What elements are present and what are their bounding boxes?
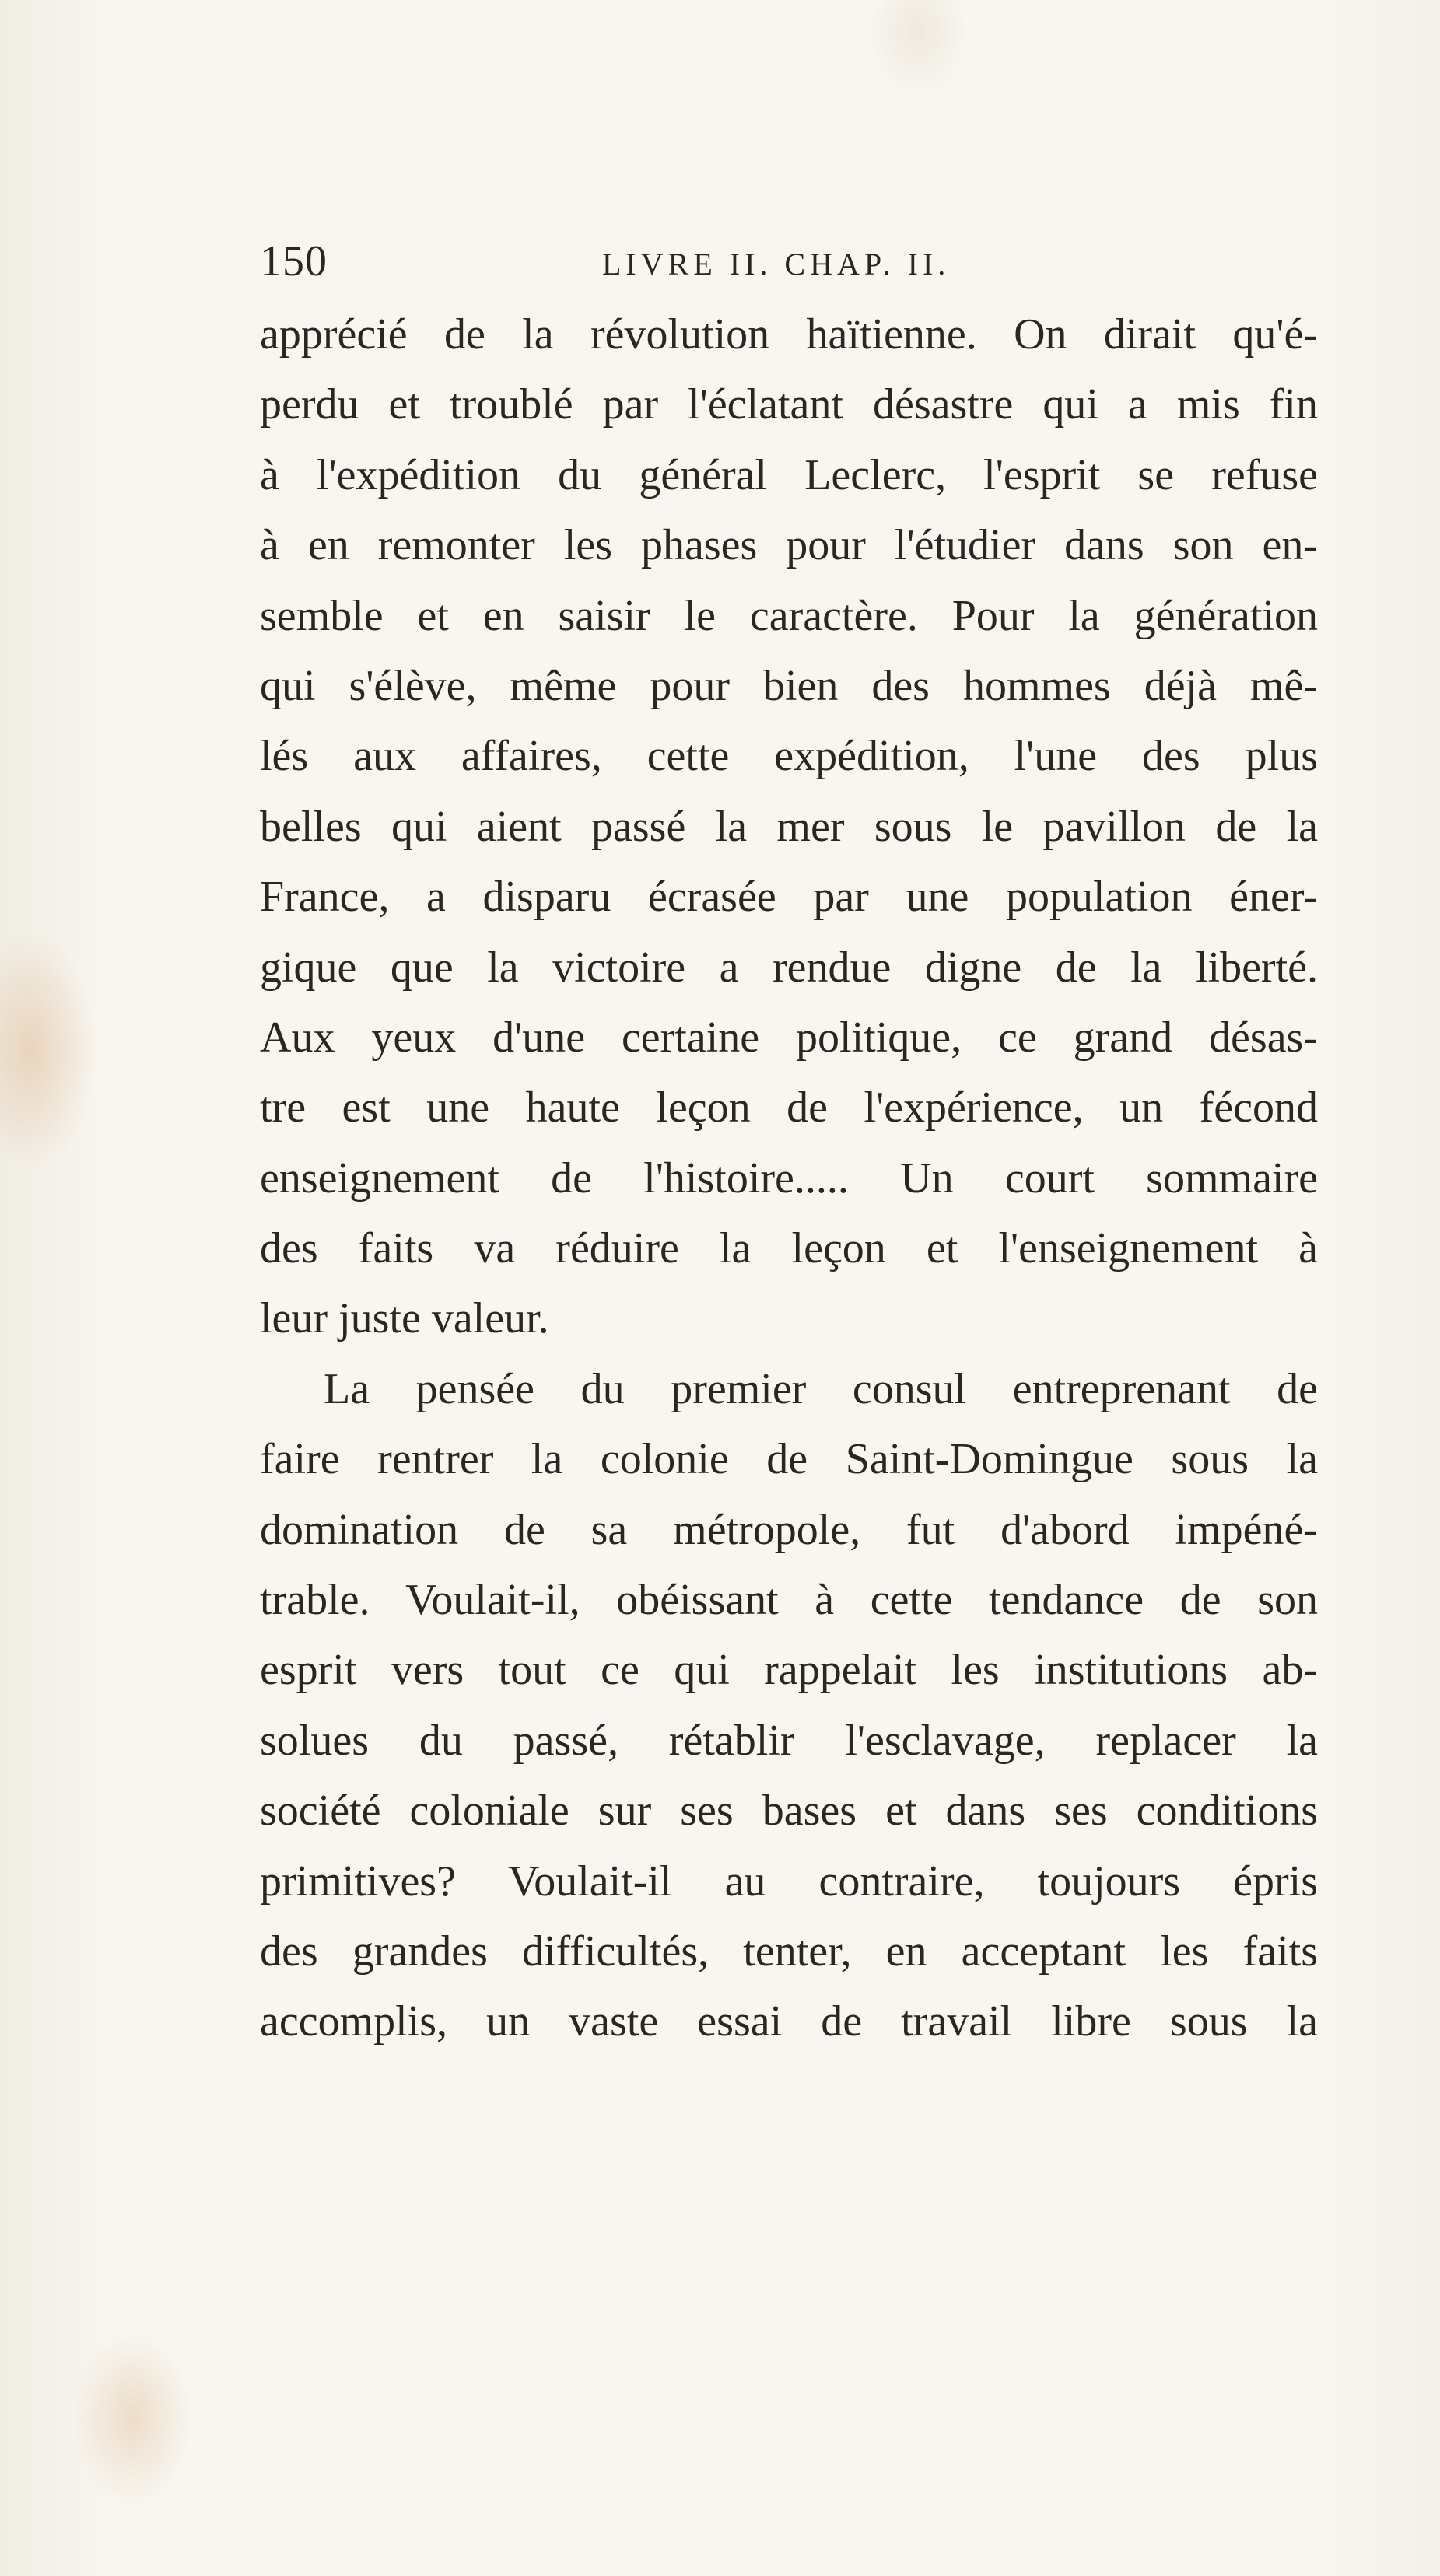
text-line: perdu et troublé par l'éclatant désastre qui a mis fin bbox=[260, 380, 1318, 429]
text-line: des grandes difficultés, tenter, en acceptant les faits bbox=[260, 1927, 1318, 1976]
page-header bbox=[260, 233, 1318, 296]
text-line: Aux yeux d'une certaine politique, ce grand désas- bbox=[260, 1013, 1318, 1062]
text-line: domination de sa métropole, fut d'abord impéné- bbox=[260, 1505, 1318, 1554]
text-line: trable. Voulait-il, obéissant à cette tendance de son bbox=[260, 1576, 1318, 1625]
text-line: lés aux affaires, cette expédition, l'une des plus bbox=[260, 732, 1318, 781]
text-line: gique que la victoire a rendue digne de la liberté. bbox=[260, 943, 1318, 992]
text-line: tre est une haute leçon de l'expérience, un fécond bbox=[260, 1083, 1318, 1132]
text-line: à en remonter les phases pour l'étudier dans son en- bbox=[260, 521, 1318, 570]
text-line: belles qui aient passé la mer sous le pavillon de la bbox=[260, 802, 1318, 851]
text-line: société coloniale sur ses bases et dans ses conditions bbox=[260, 1787, 1318, 1836]
running-head: LIVRE II. CHAP. II. bbox=[602, 247, 951, 282]
text-line: enseignement de l'histoire..... Un court sommaire bbox=[260, 1153, 1318, 1202]
text-line: faire rentrer la colonie de Saint-Domingue sous la bbox=[260, 1435, 1318, 1484]
text-line: à l'expédition du général Leclerc, l'esprit se refuse bbox=[260, 450, 1318, 499]
page-number: 150 bbox=[260, 237, 328, 285]
text-line: La pensée du premier consul entreprenant de bbox=[324, 1364, 1318, 1413]
text-line: apprécié de la révolution haïtienne. On dirait qu'é- bbox=[260, 310, 1318, 359]
text-line: France, a disparu écrasée par une population éner- bbox=[260, 873, 1318, 922]
text-line: esprit vers tout ce qui rappelait les institutions ab- bbox=[260, 1646, 1318, 1695]
text-line: accomplis, un vaste essai de travail libre sous la bbox=[260, 1997, 1318, 2046]
paragraph-1 bbox=[260, 299, 1318, 1354]
body-text bbox=[260, 299, 1318, 2057]
text-line: primitives? Voulait-il au contraire, toujours épris bbox=[260, 1857, 1318, 1906]
text-line: des faits va réduire la leçon et l'enseignement à bbox=[260, 1224, 1318, 1273]
text-line: leur juste valeur. bbox=[260, 1294, 549, 1343]
text-line: semble et en saisir le caractère. Pour la génération bbox=[260, 591, 1318, 640]
paragraph-2 bbox=[260, 1354, 1318, 2057]
text-line: solues du passé, rétablir l'esclavage, replacer la bbox=[260, 1716, 1318, 1765]
text-line: qui s'élève, même pour bien des hommes déjà mê- bbox=[260, 661, 1318, 710]
